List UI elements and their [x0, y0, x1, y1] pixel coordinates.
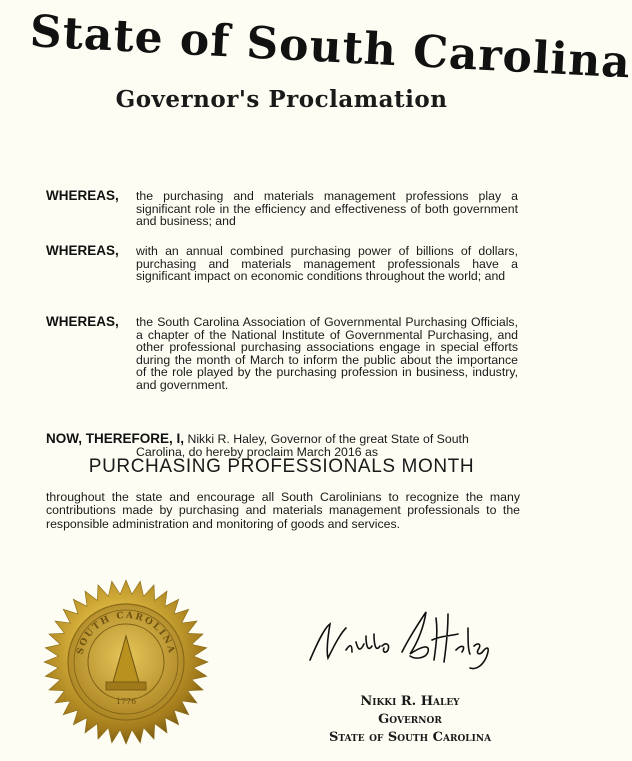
governor-signature — [306, 606, 502, 676]
clause-1-lead: WHEREAS, — [46, 188, 119, 203]
clause-3-lead: WHEREAS, — [46, 314, 119, 329]
proclamation-line-2: Carolina, do hereby proclaim March 2016 as — [136, 445, 378, 459]
governor-name: Nikki R. Haley — [360, 694, 460, 709]
governor-title: Governor — [378, 712, 442, 727]
seal-outer-text: SOUTH CAROLINA — [75, 610, 177, 656]
state-title: State of South Carolina — [28, 6, 632, 89]
state-seal — [42, 578, 210, 746]
proclamation-subtitle: Governor's Proclamation — [115, 86, 448, 113]
month-title: PURCHASING PROFESSIONALS MONTH — [88, 456, 475, 477]
proclamation-statement — [46, 432, 522, 459]
clause-2-lead: WHEREAS, — [46, 243, 119, 258]
now-therefore-lead: NOW, THEREFORE, I, — [46, 431, 185, 446]
clause-2-text: with an annual combined purchasing power of billions of dollars, purchasing and materials management professionals have a significant impact on economic conditions throughout the world; and — [136, 244, 518, 284]
closing-paragraph: throughout the state and encourage all South Carolinians to recognize the many contributions made by purchasing and materials management professionals to the responsible administration and monitoring of goods and services. — [46, 490, 520, 531]
clause-1-text: the purchasing and materials management professions play a significant role in the efficiency and effectiveness of both government and business; and — [136, 189, 518, 229]
seal-year: 1776 — [115, 697, 137, 706]
clause-3-text: the South Carolina Association of Governmental Purchasing Officials, a chapter of the National Institute of Governmental Purchasing, and other professional purchasing associations engage in special efforts during the month of March to inform the public about the importance of the role played by the purchasing profession in business, industry, and government. — [136, 315, 518, 392]
proclamation-line-1: Nikki R. Haley, Governor of the great State of South — [187, 432, 469, 446]
governor-state: State of South Carolina — [328, 730, 492, 745]
